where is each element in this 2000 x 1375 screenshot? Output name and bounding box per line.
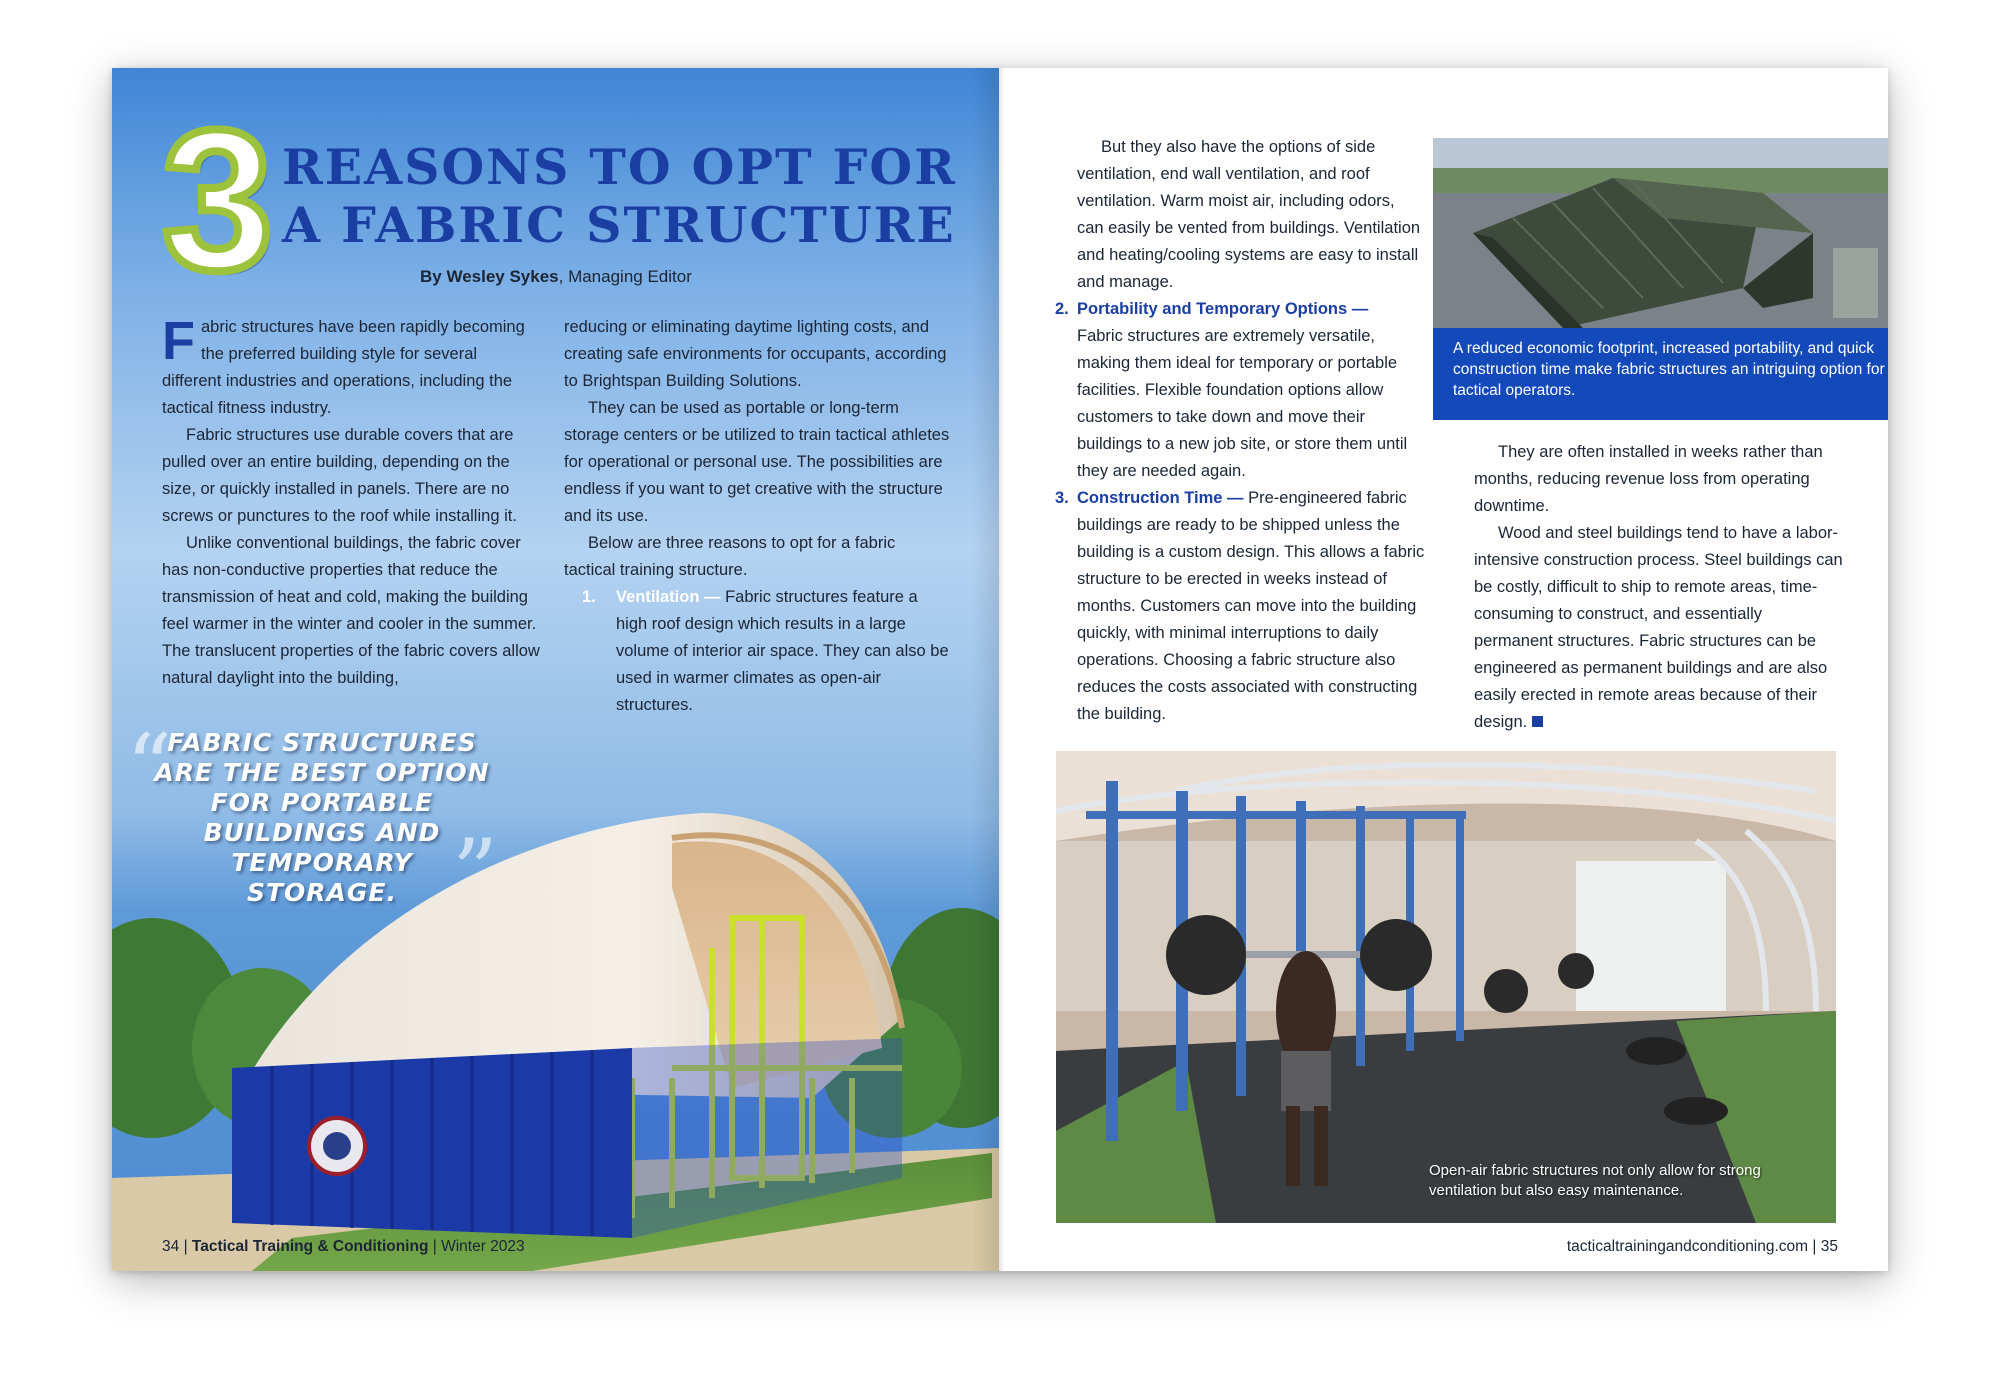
athletes-training-photo: [1056, 751, 1836, 1223]
paragraph: They can be used as portable or long-term storage centers or be utilized to train tactical athletes for operational or personal use. The possibilities are endless if you want to get creative with the structure and its use.: [564, 399, 950, 525]
publication-name: Tactical Training & Conditioning: [191, 1238, 429, 1255]
close-quote-icon: ”: [452, 820, 499, 925]
byline: [420, 267, 980, 287]
paragraph: They are often installed in weeks rather than months, reducing revenue loss from operating downtime.: [1474, 443, 1823, 515]
website-url: tacticaltrainingandconditioning.com: [1566, 1238, 1809, 1255]
list-item-text: Fabric structures are extremely versatile, making them ideal for temporary or portable facilities. Flexible foundation options allow customers to take down and move their buildings to a new job site, or store them until they are needed again.: [1077, 327, 1408, 480]
right-page: [999, 68, 1888, 1271]
list-item-construction-time: [1055, 485, 1425, 728]
headline-line-1: REASONS TO OPT FOR: [282, 138, 957, 196]
left-column-1: [162, 311, 540, 692]
headline-line-2: A FABRIC STRUCTURE: [282, 196, 956, 254]
list-item-key: Ventilation —: [616, 588, 721, 606]
left-page: [112, 68, 999, 1271]
paragraph: Wood and steel buildings tend to have a labor-intensive construction process. Steel buildings can be costly, difficult to ship to remote areas, time-consuming to construct, and essentially permanent structures. Fabric structures can be engineered as permanent buildings and are also easily erected in remote areas because of their design.: [1474, 524, 1843, 731]
big-number-three: 3: [162, 89, 274, 312]
paragraph: abric structures have been rapidly becoming the preferred building style for several different industries and operations, including the tactical fitness industry.: [162, 318, 525, 417]
right-column-1: [1055, 134, 1425, 728]
bottom-photo-caption: Open-air fabric structures not only allow for strong ventilation but also easy maintenance.: [1429, 1162, 1761, 1199]
left-column-2: [564, 314, 950, 719]
paragraph-with-end-mark: [1474, 520, 1844, 736]
list-item-ventilation: [564, 584, 950, 719]
list-item-key: Construction Time —: [1077, 489, 1244, 507]
list-item-key: Portability and Temporary Options —: [1077, 300, 1369, 318]
end-mark-icon: [1532, 716, 1543, 727]
magazine-spread: [112, 68, 1888, 1271]
list-number: 1.: [582, 588, 596, 606]
byline-role: , Managing Editor: [558, 267, 692, 286]
byline-author: By Wesley Sykes: [420, 267, 559, 286]
dropcap-letter: F: [162, 311, 195, 371]
footer-separator: |: [432, 1238, 437, 1255]
page-number: 34: [162, 1238, 180, 1255]
list-item-text: Pre-engineered fabric buildings are ready to be shipped unless the building is a custom design. This allows a fabric structure to be erected in weeks instead of months. Customers can move into the building quickly, with minimal interruptions to daily operations. Choosing a fabric structure also reduces the costs associated with constructing the building.: [1077, 489, 1425, 723]
pull-quote: FABRIC STRUCTURES ARE THE BEST OPTION FOR PORTABLE BUILDINGS AND TEMPORARY STORAGE.: [154, 728, 490, 907]
paragraph: Below are three reasons to opt for a fabric tactical training structure.: [564, 534, 896, 579]
paragraph: Fabric structures use durable covers that are pulled over an entire building, depending on the size, or quickly installed in panels. There are no screws or punctures to the roof while installing it.: [162, 426, 517, 525]
top-photo-caption: A reduced economic footprint, increased portability, and quick construction time make fabric structures an intriguing option for tactical operators.: [1433, 328, 1888, 420]
footer-separator: |: [1812, 1238, 1817, 1255]
right-column-2: [1474, 439, 1844, 736]
open-quote-icon: “: [126, 715, 173, 820]
list-number: 2.: [1055, 300, 1069, 318]
right-footer: [1567, 1238, 1838, 1256]
article-headline: [282, 138, 982, 254]
list-number: 3.: [1055, 489, 1069, 507]
list-item-text: Fabric structures feature a high roof design which results in a large volume of interior air space. They can also be used in warmer climates as open-air structures.: [616, 588, 949, 714]
footer-separator: |: [183, 1238, 188, 1255]
left-footer: [162, 1238, 525, 1256]
paragraph: reducing or eliminating daytime lighting costs, and creating safe environments for occupants, according to Brightspan Building Solutions.: [564, 318, 947, 390]
page-number: 35: [1820, 1238, 1838, 1255]
aerial-building-photo: [1433, 138, 1888, 328]
paragraph: But they also have the options of side ventilation, end wall ventilation, and roof ventilation. Warm moist air, including odors, can easily be vented from buildings. Ventilation and heating/cooling systems are easy to install and manage.: [1077, 138, 1421, 291]
paragraph: Unlike conventional buildings, the fabric cover has non-conductive properties that reduce the transmission of heat and cold, making the building feel warmer in the winter and cooler in the summer. The translucent properties of the fabric covers allow natural daylight into the building,: [162, 534, 540, 687]
list-item-portability: [1055, 296, 1425, 485]
issue-date: Winter 2023: [441, 1238, 525, 1255]
